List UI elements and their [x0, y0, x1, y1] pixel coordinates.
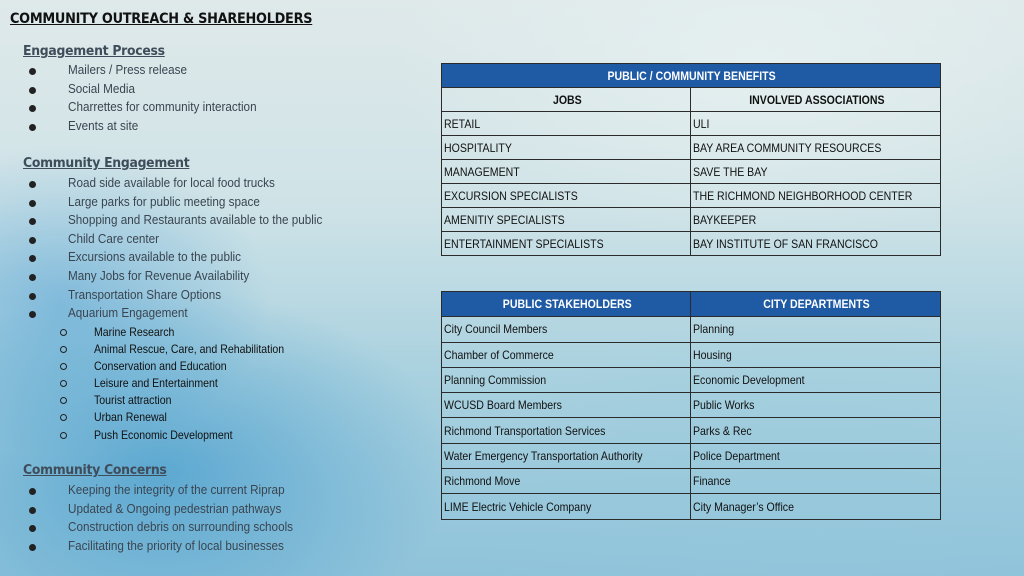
table-cell: Planning Commission	[442, 367, 691, 392]
table-cell: Economic Development	[691, 367, 941, 392]
table-cell: EXCURSION SPECIALISTS	[442, 184, 691, 208]
table-cell: MANAGEMENT	[442, 160, 691, 184]
table-row	[442, 342, 941, 367]
table-row	[442, 469, 941, 494]
list-item	[0, 211, 351, 230]
list-item-text: Charrettes for community interaction	[68, 99, 257, 115]
jobs-column-header: JOBS	[442, 88, 691, 112]
bullet-icon	[29, 507, 36, 514]
list-item-text: Aquarium Engagement	[68, 305, 188, 321]
community-concerns-list	[0, 481, 318, 555]
table-cell: AMENITIY SPECIALISTS	[442, 208, 691, 232]
list-item-text: Road side available for local food trucks	[68, 175, 275, 190]
table-cell: ULI	[691, 112, 941, 136]
sub-list-item	[0, 427, 310, 444]
table-cell: ENTERTAINMENT SPECIALISTS	[442, 232, 691, 256]
sub-list-item	[0, 392, 310, 409]
bullet-icon	[29, 218, 36, 225]
bullet-icon	[29, 87, 36, 94]
sub-list-item-text: Tourist attraction	[94, 393, 172, 408]
bullet-icon	[29, 525, 36, 532]
bullet-icon	[29, 293, 36, 300]
table-cell: THE RICHMOND NEIGHBORHOOD CENTER	[691, 184, 941, 208]
aquarium-engagement-sublist	[0, 324, 310, 444]
community-concerns-heading: Community Concerns	[23, 462, 167, 478]
list-item-text: Many Jobs for Revenue Availability	[68, 267, 250, 283]
hollow-bullet-icon	[60, 380, 67, 387]
public-community-benefits-table	[441, 63, 941, 256]
hollow-bullet-icon	[60, 397, 67, 404]
hollow-bullet-icon	[60, 346, 67, 353]
bullet-icon	[29, 181, 36, 188]
slide-title: COMMUNITY OUTREACH & SHAREHOLDERS	[10, 11, 313, 27]
benefits-table-title: PUBLIC / COMMUNITY BENEFITS	[442, 64, 941, 88]
list-item	[0, 193, 351, 212]
table-row	[442, 208, 941, 232]
sub-list-item-text: Conservation and Education	[94, 359, 227, 374]
sub-list-item	[0, 358, 310, 375]
table-cell: HOSPITALITY	[442, 136, 691, 160]
list-item-text: Child Care center	[68, 230, 160, 246]
sub-list-item	[0, 324, 310, 341]
bullet-icon	[29, 105, 36, 112]
list-item-text: Construction debris on surrounding schools	[68, 519, 294, 535]
list-item-text: Events at site	[68, 117, 139, 133]
table-row	[442, 443, 941, 468]
community-engagement-list	[0, 174, 351, 323]
sub-list-item-text: Leisure and Entertainment	[94, 376, 218, 391]
bullet-icon	[29, 68, 36, 75]
list-item	[0, 286, 351, 305]
table-cell: LIME Electric Vehicle Company	[442, 494, 691, 519]
community-engagement-heading: Community Engagement	[23, 155, 190, 171]
list-item	[0, 304, 351, 323]
list-item	[0, 117, 278, 136]
hollow-bullet-icon	[60, 329, 67, 336]
list-item-text: Excursions available to the public	[68, 249, 242, 265]
list-item-text: Transportation Share Options	[68, 286, 222, 302]
table-cell: Parks & Rec	[691, 418, 941, 443]
table-cell: BAYKEEPER	[691, 208, 941, 232]
table-row	[442, 184, 941, 208]
stakeholders-table	[441, 291, 941, 520]
list-item-text: Shopping and Restaurants available to the public	[68, 212, 323, 228]
engagement-process-heading: Engagement Process	[23, 43, 165, 59]
table-cell: Richmond Move	[442, 469, 691, 494]
table-cell: Public Works	[691, 393, 941, 418]
table-cell: RETAIL	[442, 112, 691, 136]
table-row	[442, 393, 941, 418]
hollow-bullet-icon	[60, 432, 67, 439]
table-cell: BAY AREA COMMUNITY RESOURCES	[691, 136, 941, 160]
city-departments-header: CITY DEPARTMENTS	[691, 292, 941, 317]
table-cell: Police Department	[691, 443, 941, 468]
sub-list-item	[0, 375, 310, 392]
list-item-text: Large parks for public meeting space	[68, 193, 260, 209]
list-item	[0, 500, 318, 519]
list-item	[0, 61, 278, 80]
bullet-icon	[29, 200, 36, 207]
hollow-bullet-icon	[60, 414, 67, 421]
list-item	[0, 80, 278, 99]
bullet-icon	[29, 124, 36, 131]
table-cell: BAY INSTITUTE OF SAN FRANCISCO	[691, 232, 941, 256]
list-item	[0, 537, 318, 556]
table-cell: SAVE THE BAY	[691, 160, 941, 184]
bullet-icon	[29, 488, 36, 495]
bullet-icon	[29, 274, 36, 281]
table-row	[442, 418, 941, 443]
list-item-text: Updated & Ongoing pedestrian pathways	[68, 500, 282, 516]
bullet-icon	[29, 237, 36, 244]
table-row	[442, 367, 941, 392]
list-item-text: Mailers / Press release	[68, 62, 187, 77]
table-row	[442, 232, 941, 256]
sub-list-item-text: Animal Rescue, Care, and Rehabilitation	[94, 342, 285, 357]
table-cell: Richmond Transportation Services	[442, 418, 691, 443]
list-item-text: Social Media	[68, 80, 135, 96]
sub-list-item	[0, 341, 310, 358]
sub-list-item	[0, 409, 310, 426]
engagement-process-list	[0, 61, 278, 135]
sub-list-item-text: Marine Research	[94, 325, 175, 339]
list-item	[0, 481, 318, 500]
table-row	[442, 160, 941, 184]
list-item	[0, 98, 278, 117]
sub-list-item-text: Urban Renewal	[94, 410, 167, 425]
list-item	[0, 230, 351, 249]
table-cell: City Manager’s Office	[691, 494, 941, 519]
list-item	[0, 174, 351, 193]
list-item-text: Keeping the integrity of the current Riprap	[68, 482, 285, 497]
hollow-bullet-icon	[60, 363, 67, 370]
table-cell: Planning	[691, 317, 941, 342]
table-cell: Housing	[691, 342, 941, 367]
bullet-icon	[29, 544, 36, 551]
table-cell: Chamber of Commerce	[442, 342, 691, 367]
table-cell: City Council Members	[442, 317, 691, 342]
public-stakeholders-header: PUBLIC STAKEHOLDERS	[442, 292, 691, 317]
table-row	[442, 494, 941, 519]
associations-column-header: INVOLVED ASSOCIATIONS	[691, 88, 941, 112]
table-row	[442, 136, 941, 160]
table-cell: Finance	[691, 469, 941, 494]
table-cell: WCUSD Board Members	[442, 393, 691, 418]
bullet-icon	[29, 311, 36, 318]
bullet-icon	[29, 255, 36, 262]
list-item	[0, 518, 318, 537]
table-row	[442, 317, 941, 342]
list-item	[0, 248, 351, 267]
list-item	[0, 267, 351, 286]
list-item-text: Facilitating the priority of local businesses	[68, 537, 284, 553]
table-row	[442, 112, 941, 136]
table-cell: Water Emergency Transportation Authority	[442, 443, 691, 468]
sub-list-item-text: Push Economic Development	[94, 427, 233, 442]
